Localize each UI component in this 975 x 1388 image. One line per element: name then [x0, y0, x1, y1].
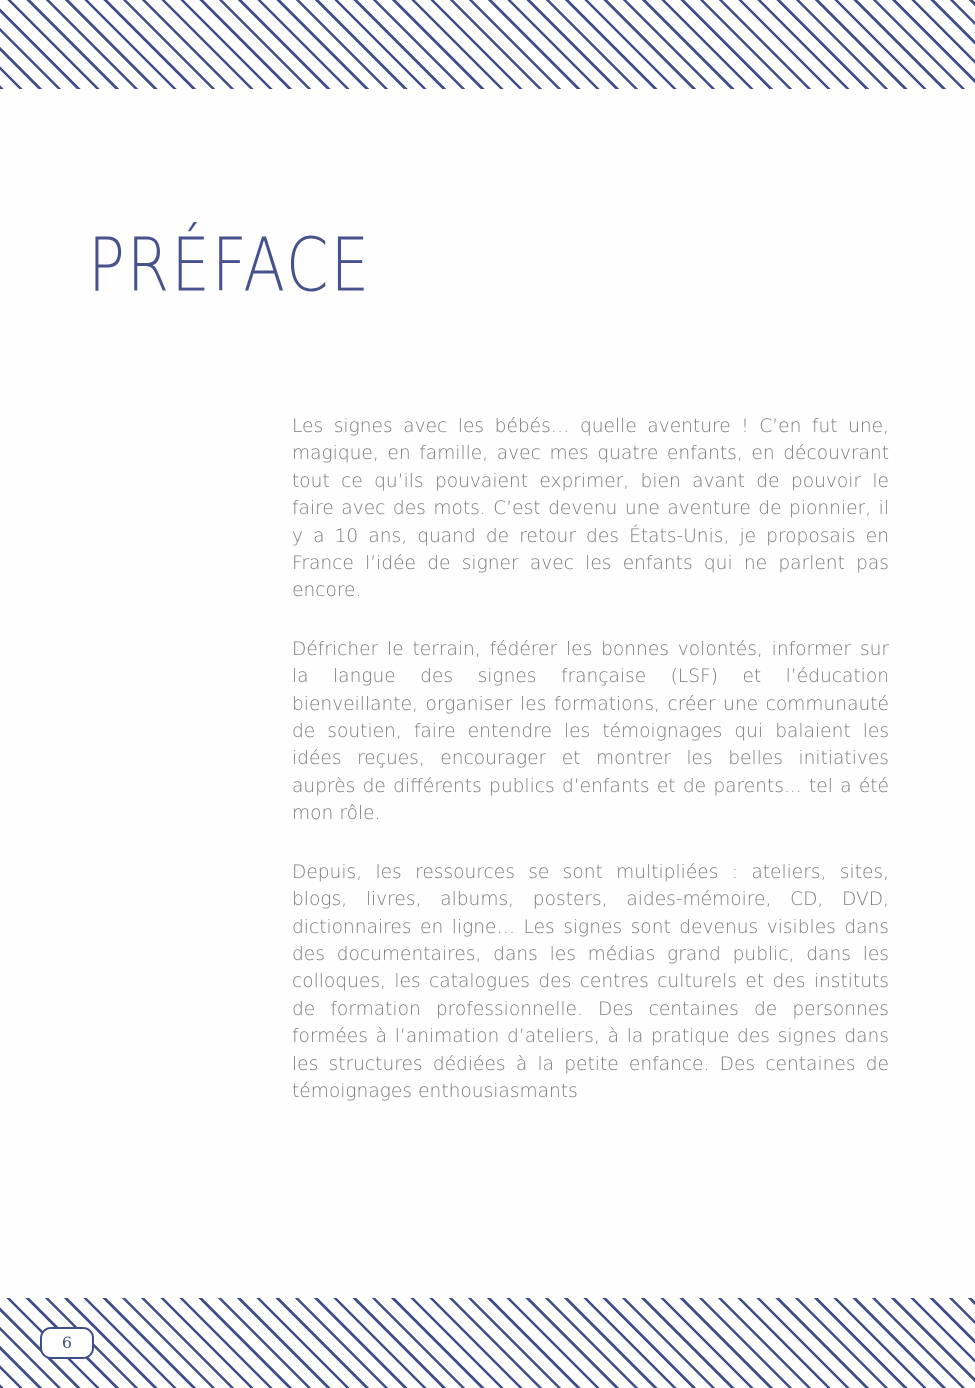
diagonal-stripe-band-top — [0, 0, 975, 89]
page-title: PRÉFACE — [88, 222, 372, 309]
preface-body — [292, 413, 889, 1105]
paragraph: Défricher le terrain, fédérer les bonnes volontés, informer sur la langue des signes française (LSF) et l’éducation bienveillante, organiser les formations, créer une communauté de soutien, faire entendre les témoignages qui balaient les idées reçues, encourager et montrer les belles initiatives auprès de différents publics d’enfants et de parents... tel a été mon rôle. — [292, 638, 889, 825]
page-number-label: 6 — [61, 1333, 73, 1352]
paragraph: Les signes avec les bébés… quelle aventure ! C’en fut une, magique, en famille, avec mes quatre enfants, en découvrant tout ce qu’ils pouvaient exprimer, bien avant de pouvoir le faire avec des mots. C’est devenu une aventure de pionnier, il y a 10 ans, quand de retour des États-Unis, je proposais en France l’idée de signer avec les enfants qui ne parlent pas encore. — [292, 416, 889, 602]
paragraph: Depuis, les ressources se sont multipliées : ateliers, sites, blogs, livres, albums, posters, aides-mémoire, CD, DVD, dictionnaires en ligne… Les signes sont devenus visibles dans des documentaires, dans les médias grand public, dans les colloques, les catalogues des centres culturels et des instituts de formation professionnelle. Des centaines de personnes formées à l’animation d’ateliers, à la pratique des signes dans les structures dédiées à la petite enfance. Des centaines de témoignages enthousiasmants — [292, 861, 889, 1102]
diagonal-stripe-band-bottom — [0, 1298, 975, 1388]
page-number-badge — [40, 1327, 94, 1359]
